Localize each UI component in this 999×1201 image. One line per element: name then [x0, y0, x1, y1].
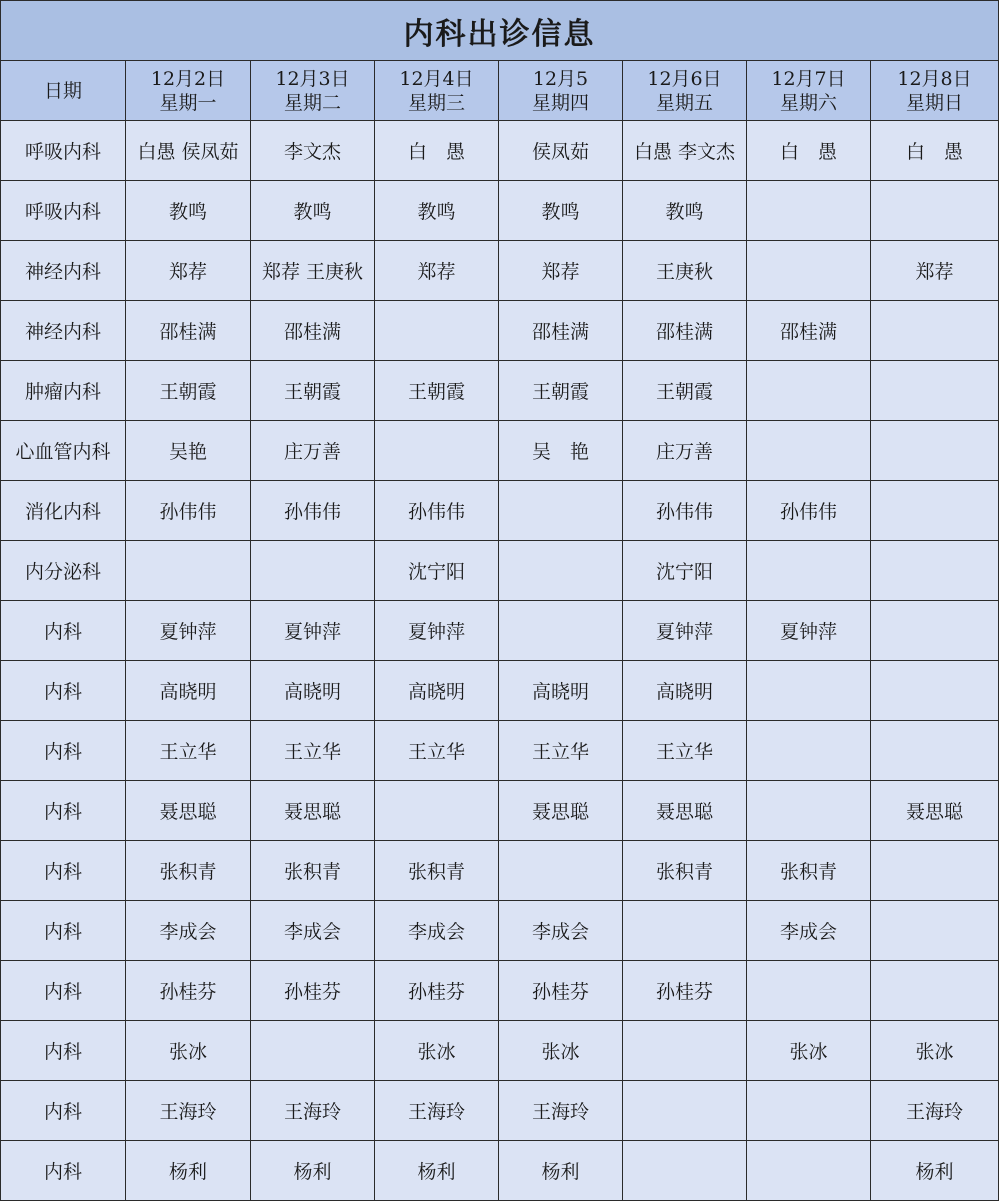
department-cell: 内科: [1, 1081, 126, 1141]
table-row: [1, 481, 999, 541]
doctor-cell: [747, 1141, 871, 1201]
doctor-cell: 郑荐: [375, 241, 499, 301]
doctor-cell: [623, 1021, 747, 1081]
doctor-cell: [871, 481, 999, 541]
doctor-cell: [747, 421, 871, 481]
doctor-cell: [375, 421, 499, 481]
doctor-cell: 王海玲: [375, 1081, 499, 1141]
doctor-cell: [499, 601, 623, 661]
department-cell: 神经内科: [1, 301, 126, 361]
department-cell: 内科: [1, 601, 126, 661]
doctor-cell: 夏钟萍: [375, 601, 499, 661]
doctor-cell: 杨利: [126, 1141, 251, 1201]
doctor-cell: 张冰: [375, 1021, 499, 1081]
doctor-cell: 孙桂芬: [126, 961, 251, 1021]
doctor-cell: 王立华: [623, 721, 747, 781]
doctor-cell: [871, 181, 999, 241]
department-cell: 心血管内科: [1, 421, 126, 481]
day-date: 12月3日: [275, 67, 350, 90]
doctor-cell: 杨利: [499, 1141, 623, 1201]
doctor-cell: 白愚 侯凤茹: [126, 121, 251, 181]
doctor-cell: 庄万善: [251, 421, 375, 481]
doctor-cell: 李成会: [126, 901, 251, 961]
doctor-cell: [499, 841, 623, 901]
table-row: [1, 1081, 999, 1141]
doctor-cell: [623, 1081, 747, 1141]
doctor-cell: 孙桂芬: [623, 961, 747, 1021]
doctor-cell: [871, 541, 999, 601]
table-row: [1, 721, 999, 781]
doctor-cell: 王朝霞: [499, 361, 623, 421]
department-cell: 呼吸内科: [1, 181, 126, 241]
doctor-cell: [499, 541, 623, 601]
doctor-cell: 教鸣: [126, 181, 251, 241]
doctor-cell: 王朝霞: [251, 361, 375, 421]
doctor-cell: 杨利: [251, 1141, 375, 1201]
doctor-cell: [747, 1081, 871, 1141]
day-weekday: 星期三: [407, 91, 465, 114]
table-row: [1, 841, 999, 901]
doctor-cell: 沈宁阳: [623, 541, 747, 601]
department-cell: 内科: [1, 721, 126, 781]
doctor-cell: [747, 721, 871, 781]
table-row: [1, 961, 999, 1021]
doctor-cell: 王朝霞: [623, 361, 747, 421]
page-title: 内科出诊信息: [1, 1, 999, 61]
day-weekday: 星期五: [655, 91, 713, 114]
doctor-cell: [375, 781, 499, 841]
doctor-cell: 王海玲: [251, 1081, 375, 1141]
department-cell: 内科: [1, 1021, 126, 1081]
doctor-cell: 王立华: [126, 721, 251, 781]
doctor-cell: 邵桂满: [251, 301, 375, 361]
day-date: 12月4日: [399, 67, 474, 90]
doctor-cell: [499, 481, 623, 541]
doctor-cell: 张积青: [747, 841, 871, 901]
table-row: [1, 361, 999, 421]
doctor-cell: 杨利: [375, 1141, 499, 1201]
table-row: [1, 541, 999, 601]
table-row: [1, 781, 999, 841]
doctor-cell: 王海玲: [126, 1081, 251, 1141]
doctor-cell: [871, 361, 999, 421]
table-row: [1, 1021, 999, 1081]
doctor-cell: 孙伟伟: [375, 481, 499, 541]
day-header: [251, 61, 375, 121]
doctor-cell: 郑荐: [871, 241, 999, 301]
department-cell: 内分泌科: [1, 541, 126, 601]
doctor-cell: 李成会: [747, 901, 871, 961]
doctor-cell: 王朝霞: [126, 361, 251, 421]
day-header: [623, 61, 747, 121]
table-row: [1, 301, 999, 361]
doctor-cell: 李成会: [499, 901, 623, 961]
doctor-cell: 李文杰: [251, 121, 375, 181]
doctor-cell: 郑荐: [499, 241, 623, 301]
doctor-cell: 张冰: [871, 1021, 999, 1081]
doctor-cell: [871, 661, 999, 721]
doctor-cell: 白 愚: [747, 121, 871, 181]
doctor-cell: 白愚 李文杰: [623, 121, 747, 181]
doctor-cell: 高晓明: [623, 661, 747, 721]
doctor-cell: [375, 301, 499, 361]
doctor-cell: 夏钟萍: [747, 601, 871, 661]
department-cell: 肿瘤内科: [1, 361, 126, 421]
doctor-cell: 王立华: [499, 721, 623, 781]
table-row: [1, 661, 999, 721]
table-row: [1, 601, 999, 661]
doctor-cell: [871, 841, 999, 901]
doctor-cell: [871, 601, 999, 661]
doctor-cell: [747, 241, 871, 301]
doctor-cell: 聂思聪: [871, 781, 999, 841]
doctor-cell: 孙桂芬: [251, 961, 375, 1021]
doctor-cell: 邵桂满: [623, 301, 747, 361]
doctor-cell: [871, 721, 999, 781]
doctor-cell: 张积青: [251, 841, 375, 901]
day-weekday: 星期一: [159, 91, 217, 114]
title-row: [1, 1, 999, 61]
doctor-cell: 孙伟伟: [126, 481, 251, 541]
header-row: [1, 61, 999, 121]
doctor-cell: 庄万善: [623, 421, 747, 481]
day-weekday: 星期二: [283, 91, 341, 114]
doctor-cell: [871, 961, 999, 1021]
day-weekday: 星期四: [531, 91, 589, 114]
doctor-cell: 白 愚: [871, 121, 999, 181]
department-cell: 内科: [1, 841, 126, 901]
header-corner: 日期: [1, 61, 126, 121]
doctor-cell: 邵桂满: [126, 301, 251, 361]
doctor-cell: [623, 1141, 747, 1201]
day-weekday: 星期日: [905, 91, 963, 114]
doctor-cell: 张积青: [375, 841, 499, 901]
department-cell: 内科: [1, 901, 126, 961]
doctor-cell: 聂思聪: [499, 781, 623, 841]
doctor-cell: 吴艳: [126, 421, 251, 481]
doctor-cell: 王立华: [375, 721, 499, 781]
day-date: 12月8日: [897, 67, 972, 90]
doctor-cell: 孙伟伟: [623, 481, 747, 541]
doctor-cell: 吴 艳: [499, 421, 623, 481]
doctor-cell: [623, 901, 747, 961]
doctor-cell: 聂思聪: [251, 781, 375, 841]
doctor-cell: [747, 541, 871, 601]
day-weekday: 星期六: [779, 91, 837, 114]
doctor-cell: [747, 661, 871, 721]
doctor-cell: 聂思聪: [126, 781, 251, 841]
day-header: [871, 61, 999, 121]
doctor-cell: 郑荐: [126, 241, 251, 301]
doctor-cell: 张积青: [623, 841, 747, 901]
doctor-cell: 邵桂满: [747, 301, 871, 361]
doctor-cell: 教鸣: [499, 181, 623, 241]
doctor-cell: 邵桂满: [499, 301, 623, 361]
doctor-cell: 孙伟伟: [251, 481, 375, 541]
table-row: [1, 1141, 999, 1201]
doctor-cell: 张积青: [126, 841, 251, 901]
doctor-cell: [871, 901, 999, 961]
table-row: [1, 181, 999, 241]
department-cell: 内科: [1, 1141, 126, 1201]
doctor-cell: 高晓明: [251, 661, 375, 721]
doctor-cell: 夏钟萍: [623, 601, 747, 661]
doctor-cell: [126, 541, 251, 601]
doctor-cell: 李成会: [375, 901, 499, 961]
department-cell: 内科: [1, 961, 126, 1021]
table-row: [1, 901, 999, 961]
doctor-cell: 教鸣: [251, 181, 375, 241]
doctor-cell: 王海玲: [499, 1081, 623, 1141]
day-date: 12月2日: [150, 67, 226, 90]
day-date: 12月7日: [771, 67, 846, 90]
day-date: 12月5: [532, 67, 589, 90]
day-header: [126, 61, 251, 121]
department-cell: 呼吸内科: [1, 121, 126, 181]
table-row: [1, 121, 999, 181]
doctor-cell: [251, 541, 375, 601]
doctor-cell: 聂思聪: [623, 781, 747, 841]
doctor-cell: 王海玲: [871, 1081, 999, 1141]
doctor-cell: 高晓明: [375, 661, 499, 721]
doctor-cell: 王朝霞: [375, 361, 499, 421]
doctor-cell: [747, 361, 871, 421]
doctor-cell: [871, 301, 999, 361]
doctor-cell: 孙桂芬: [499, 961, 623, 1021]
doctor-cell: 王立华: [251, 721, 375, 781]
doctor-cell: 王庚秋: [623, 241, 747, 301]
department-cell: 内科: [1, 661, 126, 721]
table-row: [1, 241, 999, 301]
doctor-cell: 张冰: [126, 1021, 251, 1081]
doctor-cell: 杨利: [871, 1141, 999, 1201]
department-cell: 内科: [1, 781, 126, 841]
doctor-cell: 张冰: [747, 1021, 871, 1081]
doctor-cell: 张冰: [499, 1021, 623, 1081]
department-cell: 神经内科: [1, 241, 126, 301]
doctor-cell: 侯凤茹: [499, 121, 623, 181]
doctor-cell: [747, 181, 871, 241]
day-header: [499, 61, 623, 121]
doctor-cell: 教鸣: [375, 181, 499, 241]
doctor-cell: 教鸣: [623, 181, 747, 241]
doctor-cell: 白 愚: [375, 121, 499, 181]
doctor-cell: 孙桂芬: [375, 961, 499, 1021]
table-row: [1, 421, 999, 481]
doctor-cell: 高晓明: [499, 661, 623, 721]
doctor-cell: 郑荐 王庚秋: [251, 241, 375, 301]
doctor-cell: [747, 961, 871, 1021]
day-header: [747, 61, 871, 121]
department-cell: 消化内科: [1, 481, 126, 541]
day-header: [375, 61, 499, 121]
doctor-cell: 夏钟萍: [251, 601, 375, 661]
doctor-cell: [251, 1021, 375, 1081]
doctor-cell: [871, 421, 999, 481]
doctor-cell: 高晓明: [126, 661, 251, 721]
day-date: 12月6日: [647, 67, 722, 90]
doctor-cell: 孙伟伟: [747, 481, 871, 541]
doctor-cell: [747, 781, 871, 841]
doctor-cell: 夏钟萍: [126, 601, 251, 661]
doctor-cell: 李成会: [251, 901, 375, 961]
doctor-cell: 沈宁阳: [375, 541, 499, 601]
